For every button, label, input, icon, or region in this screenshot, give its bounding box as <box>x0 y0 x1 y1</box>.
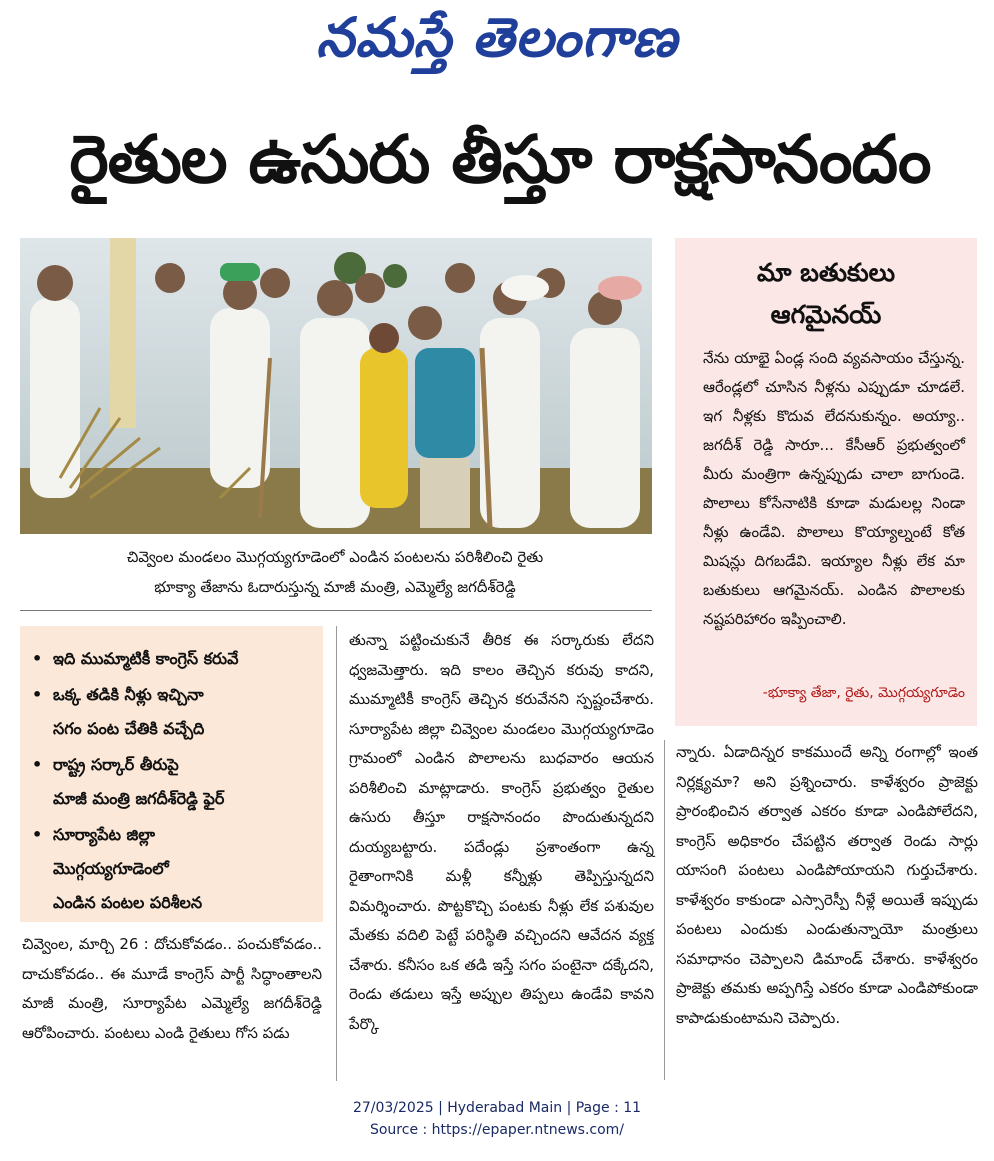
bullet-icon: • <box>32 685 43 704</box>
article-column-1: చివ్వెంల, మార్చి 26 : దోచుకోవడం.. పంచుకోవడం.. దాచుకోవడం.. ఈ మూడే కాంగ్రెస్ పార్టీ సిద్ధాంతాలని మాజీ మంత్రి, సూర్యాపేట ఎమ్మెల్యే జగదీశ్‌రెడ్డి ఆరోపించారు. పంటలు ఎండి రైతులు గోస పడు <box>22 935 322 1042</box>
article-column-3: న్నారు. ఏడాదిన్నర కాకముందే అన్ని రంగాల్లో ఇంత నిర్లక్ష్యమా? అని ప్రశ్నించారు. కాళేశ్వరం ప్రాజెక్టు ప్రారంభించిన తర్వాత ఎకరం కూడా ఎండిపోలేదని, కాంగ్రెస్ అధికారం చేపట్టిన తర్వాత రెండు సార్లు యాసంగి పంటలు ఎండిపోయాయని గుర్తుచేశారు. కాళేశ్వరం కాకుండా ఎస్సారెస్పీ నీళ్లే అయితే ఇప్పుడు పంటలు ఎందుకు ఎండుతున్నాయో మంత్రులు సమాధానం చెప్పాలని డిమాండ్ చేశారు. కాళేశ్వరం ప్రాజెక్టు తమకు అప్పగిస్తే ఎకరం కూడా ఎండిపోకుండా కాపాడుకుంటామని చెప్పారు. <box>676 743 978 1027</box>
highlight-line: ఇది ముమ్మాటికీ కాంగ్రెస్ కరువే <box>53 649 239 668</box>
sidebar-title <box>675 252 977 336</box>
highlight-line: మొగ్గయ్యగూడెంలో <box>53 859 169 878</box>
bullet-icon: • <box>32 825 43 844</box>
highlight-line: రాష్ట్ర సర్కార్ తీరుపై <box>53 755 179 774</box>
highlight-line: ఎండిన పంటల పరిశీలన <box>53 893 203 912</box>
news-photo <box>20 238 652 534</box>
highlight-item <box>20 818 323 920</box>
footer-edition-info: 27/03/2025 | Hyderabad Main | Page : 11 <box>352 1100 642 1116</box>
highlight-line: ఒక్క తడికి నీళ్లు ఇచ్చినా <box>53 685 204 704</box>
highlight-item <box>20 642 323 676</box>
page-footer <box>0 1097 994 1141</box>
highlight-line: మాజీ మంత్రి జగదీశ్‌రెడ్డి ఫైర్ <box>53 789 225 808</box>
column-divider <box>336 626 337 1081</box>
sidebar-quote-box <box>675 238 977 726</box>
bullet-icon: • <box>32 649 43 668</box>
headline: రైతుల ఉసురు తీస్తూ రాక్షసానందం <box>69 121 931 198</box>
article-column-2: తున్నా పట్టించుకునే తీరిక ఈ సర్కారుకు లేదని ధ్వజమెత్తారు. ఇది కాలం తెచ్చిన కరువు కాదని, ముమ్మాటికీ కాంగ్రెస్ తెచ్చిన కరువేనని స్పష్టంచేశారు. సూర్యాపేట జిల్లా చివ్వెంల మండలం మొగ్గయ్యగూడెం గ్రామంలో ఎండిన పొలాలను బుధవారం ఆయన పరిశీలించి మాట్లాడారు. కాంగ్రెస్ ప్రభుత్వం రైతుల ఉసురు తీస్తూ రాక్షసానందం పొందుతున్నదని దుయ్యబట్టారు. పదేండ్లు ప్రశాంతంగా ఉన్న రైతాంగానికి మళ్లీ కన్నీళ్లు తెప్పిస్తున్నదని విమర్శించారు. పొట్టకొచ్చి పంటకు నీళ్లు లేక పశువుల మేతకు వదిలి పెట్టే పరిస్థితి వచ్చిందని ఆవేదన వ్యక్త చేశారు. కనీసం ఒక తడి ఇస్తే సగం పంటైనా దక్కేదని, రెండు తడులు ఇస్తే అప్పుల తిప్పలు ఉండేవి కావని పేర్కొ <box>349 631 654 1033</box>
highlight-item <box>20 748 323 816</box>
highlight-item <box>20 678 323 746</box>
highlights-box <box>20 626 323 922</box>
sidebar-signature: -భూక్యా తేజా, రైతు, మొగ్గయ్యగూడెం <box>762 685 965 701</box>
highlight-line: సగం పంట చేతికి వచ్చేది <box>53 719 205 738</box>
photo-caption-line1: చివ్వెంల మండలం మొగ్గయ్యగూడెంలో ఎండిన పంటలను పరిశీలించి రైతు <box>126 548 544 566</box>
caption-divider <box>20 610 652 611</box>
bullet-icon: • <box>32 755 43 774</box>
photo-caption-line2: భూక్యా తేజాను ఓదారుస్తున్న మాజీ మంత్రి, ఎమ్మెల్యే జగదీశ్‌రెడ్డి <box>154 578 516 596</box>
photo-caption <box>40 542 630 604</box>
column-divider <box>664 740 665 1080</box>
highlight-line: సూర్యాపేట జిల్లా <box>53 825 155 844</box>
sidebar-body: నేను యాభై ఏండ్ల సంది వ్యవసాయం చేస్తున్న. ఆరేండ్లలో చూసిన నీళ్లను ఎప్పుడూ చూడలే. ఇగ నీళ్లకు కొదువ లేదనుకున్నం. అయ్యా.. జగదీశ్ రెడ్డి సారూ... కేసీఆర్ ప్రభుత్వంలో మీరు మంత్రిగా ఉన్నప్పుడు చాలా బాగుండె. పొలాలు కోసేనాటికి కూడా మడులల్ల నిండా నీళ్లు ఉండేవి. పొలాలు కొయ్యాల్నంటే కోత మిషన్లు దిగబడేవి. ఇయ్యాల నీళ్లు లేక మా బతుకులు ఆగమైనయ్. ఎండిన పొలాలకు నష్టపరిహారం ఇప్పించాలి. <box>703 349 965 628</box>
footer-source-link[interactable]: Source : https://epaper.ntnews.com/ <box>369 1122 625 1138</box>
sidebar-title-line1: మా బతుకులు <box>756 258 896 287</box>
sidebar-title-line2: ఆగమైనయ్ <box>770 300 882 329</box>
masthead-logo: నమస్తే తెలంగాణ <box>316 6 678 69</box>
